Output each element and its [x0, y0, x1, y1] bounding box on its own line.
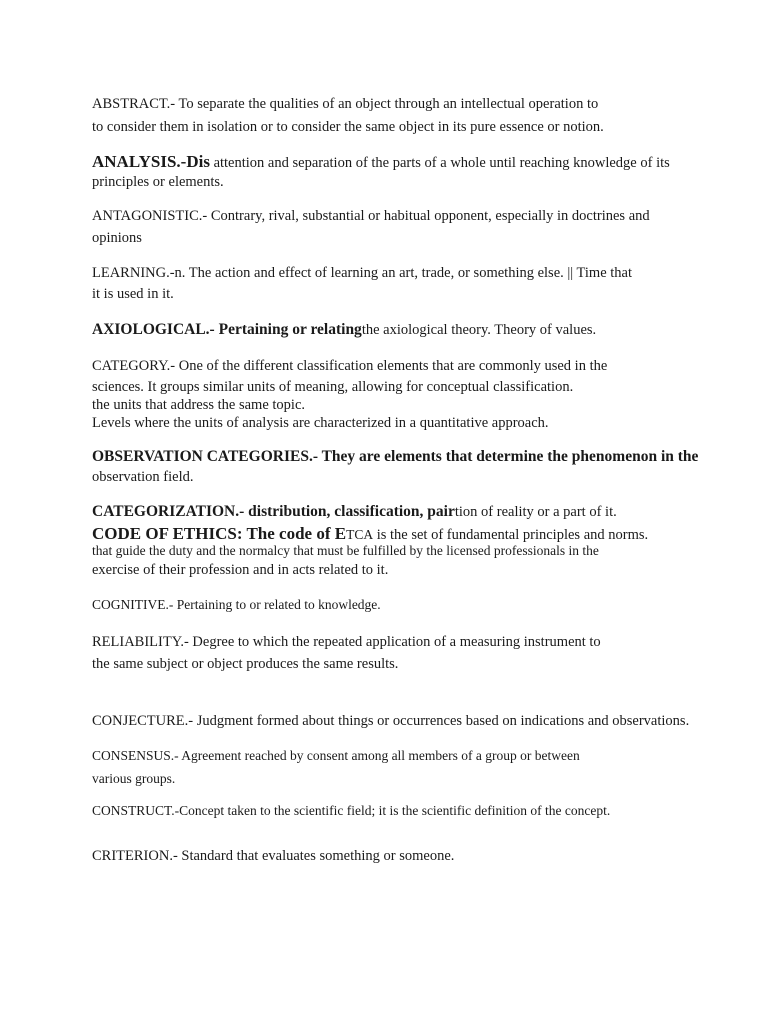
entry-antagonistic-line2: opinions: [92, 230, 142, 246]
entry-category-line3: the units that address the same topic.: [92, 397, 306, 413]
entry-learning-line1: LEARNING.-n. The action and effect of learning an art, trade, or something else. || Time that: [92, 265, 633, 281]
entry-code-of-ethics-term: CODE OF ETHICS: The code of E: [92, 524, 347, 543]
entry-code-of-ethics-line3: exercise of their profession and in acts related to it.: [92, 562, 389, 578]
entry-reliability-line1: RELIABILITY.- Degree to which the repeated application of a measuring instrument to: [92, 634, 601, 650]
entry-criterion-line1: CRITERION.- Standard that evaluates something or someone.: [92, 848, 455, 864]
entry-consensus-line1: CONSENSUS.- Agreement reached by consent among all members of a group or between: [92, 748, 580, 763]
entry-observation-categories-term: OBSERVATION CATEGORIES.- They are elements that determine the phenomenon in the: [92, 448, 699, 465]
entry-code-of-ethics-term-suffix: TCA: [346, 527, 374, 542]
entry-learning-line2: it is used in it.: [92, 286, 174, 302]
entry-observation-categories-line2: observation field.: [92, 469, 194, 485]
entry-antagonistic-line1: ANTAGONISTIC.- Contrary, rival, substantial or habitual opponent, especially in doctrines and: [92, 208, 650, 224]
entry-categorization-term: CATEGORIZATION.- distribution, classification, pair: [92, 503, 455, 520]
entry-analysis-term: ANALYSIS.-Dis: [92, 152, 210, 171]
entry-abstract-line2: to consider them in isolation or to consider the same object in its pure essence or notion.: [92, 119, 604, 135]
entry-code-of-ethics-line1: [92, 525, 648, 543]
entry-code-of-ethics-definition: is the set of fundamental principles and norms.: [373, 527, 649, 543]
entry-categorization-definition: tion of reality or a part of it.: [454, 504, 617, 520]
entry-code-of-ethics-line2: that guide the duty and the normalcy that must be fulfilled by the licensed professionals in the: [92, 543, 599, 558]
entry-analysis-definition: attention and separation of the parts of a whole until reaching knowledge of its: [209, 155, 670, 171]
entry-category-line1: CATEGORY.- One of the different classification elements that are commonly used in the: [92, 358, 608, 374]
entry-axiological-line1: [92, 322, 596, 338]
entry-categorization-line1: [92, 504, 617, 520]
entry-abstract-line1: ABSTRACT.- To separate the qualities of an object through an intellectual operation to: [92, 96, 599, 112]
entry-conjecture-line1: CONJECTURE.- Judgment formed about things or occurrences based on indications and observations.: [92, 713, 690, 729]
entry-axiological-definition: the axiological theory. Theory of values.: [361, 322, 597, 338]
entry-analysis-line2: principles or elements.: [92, 174, 224, 190]
entry-cognitive-line1: COGNITIVE.- Pertaining to or related to knowledge.: [92, 597, 381, 612]
entry-category-line4: Levels where the units of analysis are characterized in a quantitative approach.: [92, 415, 549, 431]
entry-consensus-line2: various groups.: [92, 771, 176, 786]
entry-axiological-term: AXIOLOGICAL.- Pertaining or relating: [92, 321, 362, 338]
entry-reliability-line2: the same subject or object produces the same results.: [92, 656, 399, 672]
entry-analysis-line1: [92, 153, 670, 171]
entry-category-line2: sciences. It groups similar units of meaning, allowing for conceptual classification.: [92, 379, 574, 395]
entry-construct-line1: CONSTRUCT.-Concept taken to the scientific field; it is the scientific definition of the concept.: [92, 803, 611, 818]
